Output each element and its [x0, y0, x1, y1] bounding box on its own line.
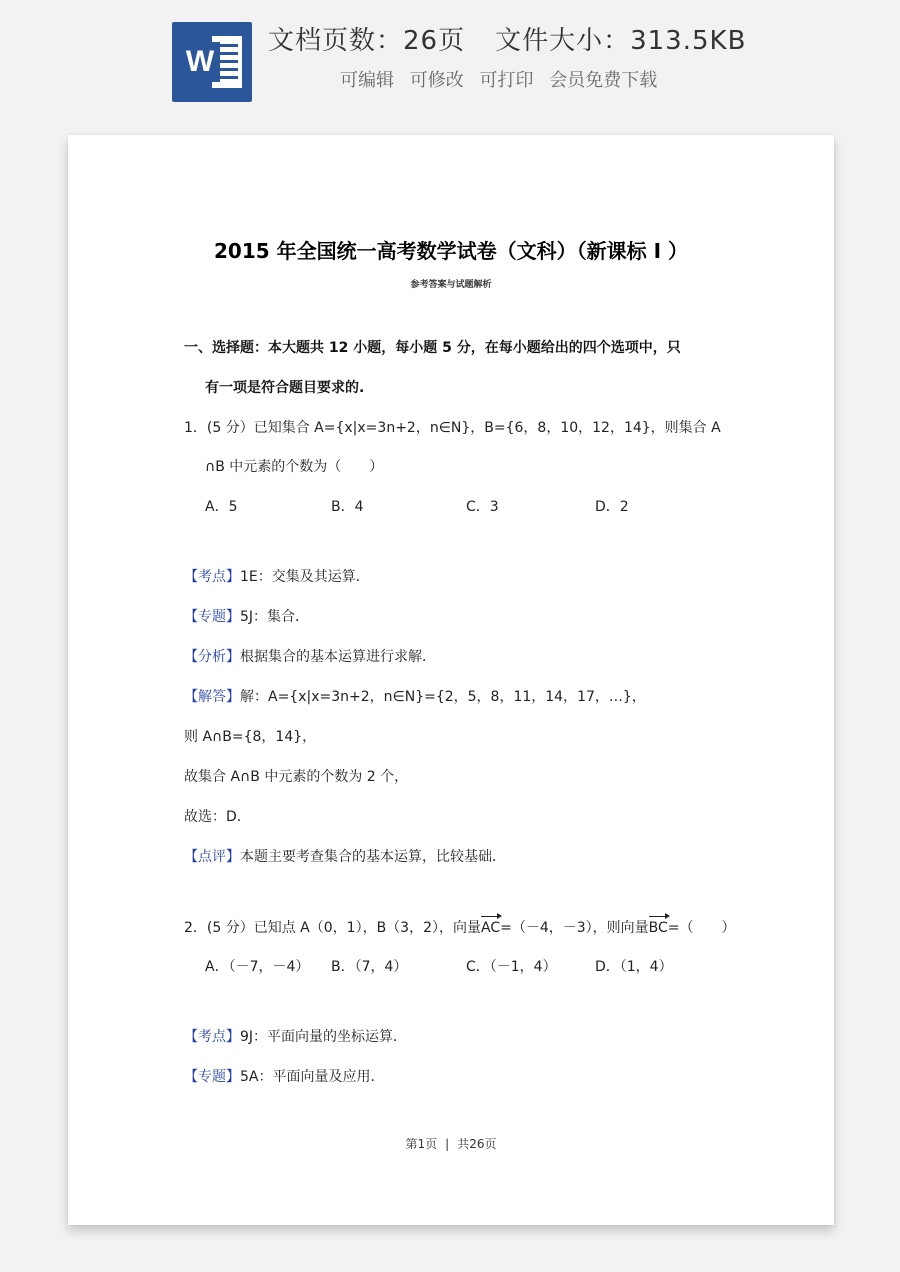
dianping-text: 本题主要考查集合的基本运算，比较基础．	[240, 849, 506, 865]
zhuanti-tag: 【专题】	[184, 1069, 240, 1085]
q1-stem: 1．(5 分）已知集合 A={x|x=3n+2，n∈N}，B={6，8，10，12，14}，则集合 A	[184, 420, 721, 436]
q1-option-b: B．4	[331, 499, 364, 515]
page-footer	[68, 1135, 834, 1152]
q2-stem-part-a: 2．(5 分）已知点 A（0，1），B（3，2），向量	[184, 920, 481, 936]
zhuanti-text: 5A：平面向量及应用．	[240, 1069, 385, 1085]
page-count: 文档页数：26页	[268, 26, 466, 56]
q1-step-3: 故选：D．	[184, 809, 251, 825]
document-page	[68, 135, 834, 1225]
q1-option-c: C．3	[466, 499, 499, 515]
jieda-tag: 【解答】	[184, 689, 240, 705]
q1-step-2: 故集合 A∩B 中元素的个数为 2 个，	[184, 769, 409, 785]
q1-fenxi	[184, 647, 436, 667]
fenxi-text: 根据集合的基本运算进行求解．	[240, 649, 436, 665]
document-title: 2015 年全国统一高考数学试卷（文科）（新课标 I ）	[214, 239, 688, 263]
feature-list	[340, 66, 657, 92]
zhuanti-tag: 【专题】	[184, 609, 240, 625]
page-number: 第1页	[405, 1137, 438, 1151]
word-icon-letter: W	[180, 42, 220, 82]
feature-member-download: 会员免费下载	[549, 70, 658, 91]
q1-option-d: D．2	[595, 499, 629, 515]
q1-option-a: A．5	[205, 499, 238, 515]
q2-stem-part-b: =（－4，－3），则向量	[500, 920, 649, 936]
vector-ac: AC	[481, 920, 501, 936]
file-size: 文件大小：313.5KB	[495, 26, 747, 56]
kaodian-tag: 【考点】	[184, 1029, 240, 1045]
q2-option-c: C．（－1，4）	[466, 959, 557, 975]
dianping-tag: 【点评】	[184, 849, 240, 865]
q2-zhuanti	[184, 1067, 384, 1087]
q2-kaodian	[184, 1027, 407, 1047]
q2-option-b: B．（7，4）	[331, 959, 408, 975]
file-meta	[268, 20, 746, 57]
q2-stem	[184, 918, 736, 938]
document-subtitle: 参考答案与试题解析	[410, 280, 492, 290]
section-heading-cont: 有一项是符合题目要求的.	[205, 380, 365, 396]
feature-modifiable: 可修改	[409, 70, 464, 91]
page-total: 共26页	[457, 1137, 497, 1151]
q1-jieda	[184, 687, 646, 707]
q2-stem-part-c: =（ ）	[667, 920, 736, 936]
q1-dianping	[184, 847, 506, 867]
q2-option-a: A．（－7，－4）	[205, 959, 310, 975]
word-document-icon	[172, 22, 252, 102]
vector-bc: BC	[648, 920, 668, 936]
fenxi-tag: 【分析】	[184, 649, 240, 665]
kaodian-tag: 【考点】	[184, 569, 240, 585]
q1-kaodian	[184, 567, 370, 587]
footer-separator: |	[445, 1137, 450, 1151]
jieda-text: 解：A={x|x=3n+2，n∈N}={2，5，8，11，14，17，…}，	[240, 689, 646, 705]
section-heading: 一、选择题：本大题共 12 小题，每小题 5 分，在每小题给出的四个选项中，只	[184, 340, 681, 356]
feature-editable: 可编辑	[340, 70, 394, 91]
q2-option-d: D．（1，4）	[595, 959, 673, 975]
feature-printable: 可打印	[479, 70, 534, 91]
q1-zhuanti	[184, 607, 309, 627]
zhuanti-text: 5J：集合．	[240, 609, 310, 625]
download-info-banner	[0, 0, 900, 120]
q1-stem-cont: ∩B 中元素的个数为（ ）	[205, 459, 384, 475]
kaodian-text: 9J：平面向量的坐标运算．	[240, 1029, 408, 1045]
q1-step-1: 则 A∩B={8，14}，	[184, 729, 317, 745]
kaodian-text: 1E：交集及其运算．	[240, 569, 370, 585]
